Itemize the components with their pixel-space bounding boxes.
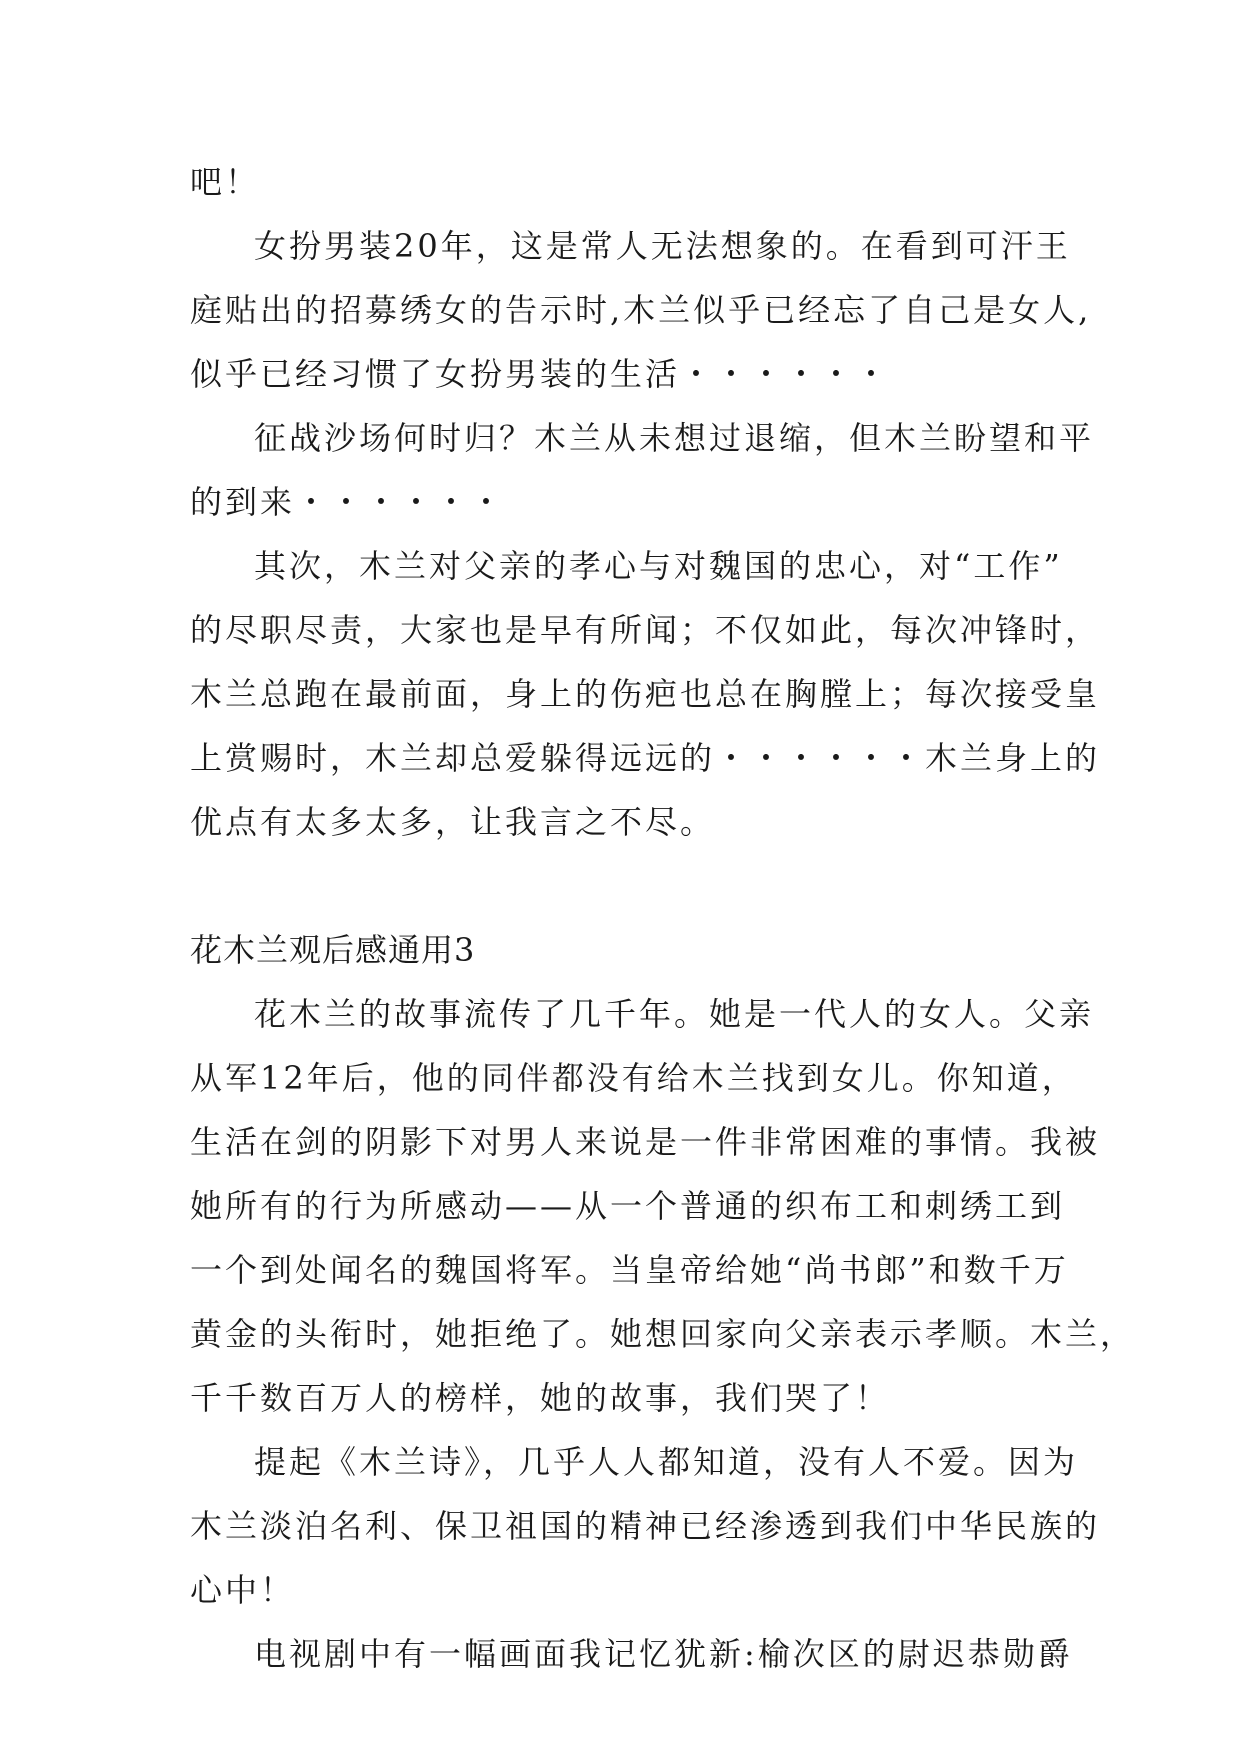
text-line: 从军12年后，他的同伴都没有给木兰找到女儿。你知道， (190, 1059, 1077, 1097)
text-line: 的到来・・・・・・ (190, 483, 506, 521)
text-line: 木兰淡泊名利、保卫祖国的精神已经渗透到我们中华民族的 (190, 1507, 1101, 1545)
text-line: 庭贴出的招募绣女的告示时,木兰似乎已经忘了自己是女人, (190, 291, 1092, 329)
document-body (190, 150, 1136, 1686)
text-line: 心中！ (190, 1571, 296, 1609)
text-line: 的尽职尽责，大家也是早有所闻；不仅如此，每次冲锋时， (190, 611, 1101, 649)
text-line: 她所有的行为所感动——从一个普通的织布工和刺绣工到 (190, 1187, 1066, 1225)
paragraph-start-line: 提起《木兰诗》，几乎人人都知道，没有人不爱。因为 (254, 1443, 1079, 1481)
paragraph-start-line: 其次，木兰对父亲的孝心与对魏国的忠心，对“工作” (254, 547, 1063, 585)
text-line: 千千数百万人的榜样，她的故事，我们哭了！ (190, 1379, 891, 1417)
text-line: 似乎已经习惯了女扮男装的生活・・・・・・ (190, 355, 891, 393)
paragraph-start-line: 电视剧中有一幅画面我记忆犹新:榆次区的尉迟恭勋爵 (254, 1635, 1073, 1673)
text-line: 一个到处闻名的魏国将军。当皇帝给她“尚书郎”和数千万 (190, 1251, 1069, 1289)
text-line: 优点有太多太多，让我言之不尽。 (190, 803, 716, 841)
text-line: 吧！ (190, 163, 261, 201)
text-line: 黄金的头衔时，她拒绝了。她想回家向父亲表示孝顺。木兰， (190, 1315, 1136, 1353)
section-heading: 花木兰观后感通用3 (190, 931, 476, 969)
paragraph-start-line: 征战沙场何时归？木兰从未想过退缩，但木兰盼望和平 (254, 419, 1095, 457)
text-line: 上赏赐时，木兰却总爱躲得远远的・・・・・・木兰身上的 (190, 739, 1101, 777)
spacer (190, 854, 1090, 918)
text-line: 生活在剑的阴影下对男人来说是一件非常困难的事情。我被 (190, 1123, 1101, 1161)
text-line: 木兰总跑在最前面，身上的伤疤也总在胸膛上；每次接受皇 (190, 675, 1101, 713)
paragraph-start-line: 花木兰的故事流传了几千年。她是一代人的女人。父亲 (254, 995, 1095, 1033)
paragraph-start-line: 女扮男装20年，这是常人无法想象的。在看到可汗王 (254, 227, 1071, 265)
